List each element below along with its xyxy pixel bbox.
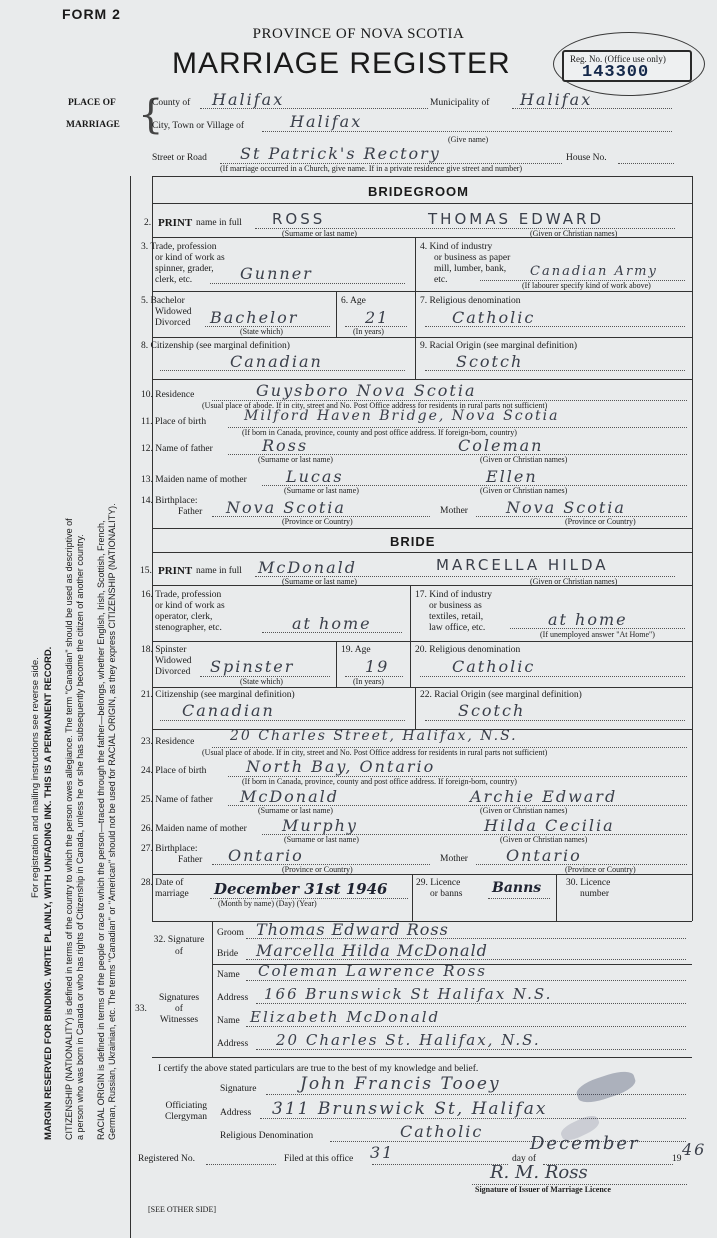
clergy-signature: John Francis Tooey <box>300 1074 501 1094</box>
groom-racial-origin: Scotch <box>456 352 524 371</box>
witness1-address: 166 Brunswick St Halifax N.S. <box>264 985 553 1003</box>
bride-state-caption: (State which) <box>240 677 283 686</box>
bride-in-years-caption: (In years) <box>353 677 384 686</box>
field-3-line2: or kind of work as <box>155 253 225 263</box>
field-4-line4: etc. <box>434 275 448 285</box>
see-other-side: [SEE OTHER SIDE] <box>148 1205 216 1214</box>
bride-racial-origin: Scotch <box>458 701 526 720</box>
field-33-line3: Witnesses <box>159 1015 199 1025</box>
mother-surname-caption: (Surname or last name) <box>284 486 359 495</box>
bride-religion: Catholic <box>452 657 536 676</box>
witness2-name: Elizabeth McDonald <box>250 1008 441 1026</box>
field-32-line1: 32. Signature <box>153 935 205 945</box>
page-title: MARRIAGE REGISTER <box>172 47 511 80</box>
field-2-print: PRINT <box>158 217 193 229</box>
field-10-label: 10. Residence <box>141 390 195 400</box>
field-12-label: 12. Name of father <box>141 444 213 454</box>
reg-number: 143300 <box>582 63 650 82</box>
field-3-line3: spinner, grader, <box>155 264 214 274</box>
field-15-label: name in full <box>196 566 242 576</box>
margin-citizenship-def-2: a person who was born in Canada or who has rights of Citizenship in Canada, unless he or she has subsequently become the citizen of another country. <box>75 534 85 1140</box>
bride-mother-given: Hilda Cecilia <box>484 816 615 835</box>
groom-surname: ROSS <box>272 210 326 228</box>
field-3-line4: clerk, etc. <box>155 275 193 285</box>
father-surname-caption: (Surname or last name) <box>258 455 333 464</box>
bride-mother-surname: Murphy <box>282 816 358 835</box>
field-17-line1: 17. Kind of industry <box>415 590 493 600</box>
witness2-address: 20 Charles St. Halifax, N.S. <box>276 1031 541 1049</box>
father-bp-caption: (Province or Country) <box>282 517 353 526</box>
groom-age: 21 <box>365 308 390 327</box>
margin-racial-def-2: German, Russian, Ukrainian, etc. The terms "Canadian" or "American" should not be used for RACIAL ORIGIN, as they express CITIZENSHIP (NATIONALITY). <box>107 503 117 1140</box>
margin-racial-def: RACIAL ORIGIN is defined in terms of the people or race to which the person—traced through the father—belongs, whether English, Irish, Scottish, French, <box>96 520 106 1140</box>
filed-month: December <box>530 1133 640 1154</box>
field-4-line1: 4. Kind of industry <box>420 242 493 252</box>
bride-father-birthplace: Ontario <box>228 846 304 865</box>
clergy-address: 311 Brunswick St, Halifax <box>272 1099 548 1119</box>
groom-sig-label: Groom <box>217 928 244 938</box>
field-30-line2: number <box>580 889 610 899</box>
field-28-line1: 28. Date of <box>141 878 184 888</box>
marriage-label: MARRIAGE <box>66 120 120 130</box>
field-16-line1: 16. Trade, profession <box>141 590 222 600</box>
reg-label: Reg. No. (Office use only) <box>570 54 666 64</box>
groom-father-surname: Ross <box>262 436 309 455</box>
field-2-number: 2. <box>144 218 152 228</box>
field-9-label: 9. Racial Origin (see marginal definition) <box>420 341 578 351</box>
house-label: House No. <box>566 153 607 163</box>
field-30-line1: 30. Licence <box>566 878 611 888</box>
field-17-line4: law office, etc. <box>429 623 486 633</box>
field-7-label: 7. Religious denomination <box>420 296 521 306</box>
officiating-line: Officiating <box>165 1101 207 1111</box>
place-of-label: PLACE OF <box>68 98 116 108</box>
bride-signature: Marcella Hilda McDonald <box>256 941 488 960</box>
field-16-line4: stenographer, etc. <box>155 623 222 633</box>
bride-sig-label: Bride <box>217 949 239 959</box>
street-value: St Patrick's Rectory <box>240 144 441 163</box>
field-18-line1: 18. Spinster <box>141 645 187 655</box>
groom-industry: Canadian Army <box>530 264 658 279</box>
unemployed-caption: (If unemployed answer "At Home") <box>540 630 655 639</box>
field-5-label <box>141 296 192 329</box>
field-29-label <box>416 878 462 900</box>
w2-name-label: Name <box>217 1016 240 1026</box>
field-4-line3: mill, lumber, bank, <box>434 264 507 274</box>
bride-status: Spinster <box>210 657 295 676</box>
bride-mother-birthplace: Ontario <box>506 846 582 865</box>
bride-surname: McDonald <box>258 558 358 577</box>
field-5-line2: Widowed <box>155 307 192 317</box>
field-14-line1: 14. Birthplace: <box>141 496 198 506</box>
bride-age: 19 <box>365 657 390 676</box>
street-caption: (If marriage occurred in a Church, give name. If in a private residence give street and number) <box>220 164 523 173</box>
field-13-label: 13. Maiden name of mother <box>141 475 247 485</box>
w1-address-label: Address <box>217 993 249 1003</box>
field-21-label: 21. Citizenship (see marginal definition) <box>141 690 295 700</box>
field-4-line2: or business as paper <box>434 253 511 263</box>
bride-industry: at home <box>548 610 628 629</box>
form-number: FORM 2 <box>62 6 121 22</box>
year-prefix: 19 <box>672 1154 682 1164</box>
city-label: City, Town or Village of <box>152 121 244 131</box>
field-27-line2: Father <box>178 855 203 865</box>
field-33-label <box>150 993 208 1026</box>
county-label: County of <box>152 98 191 108</box>
field-33-line2: of <box>175 1004 183 1014</box>
father-given-caption: (Given or Christian names) <box>480 455 568 464</box>
field-29-line2: or banns <box>430 889 463 899</box>
bride-birthplace-caption: (If born in Canada, province, county and post office address. If foreign-born, country) <box>242 777 517 786</box>
street-label: Street or Road <box>152 153 207 163</box>
field-20-label: 20. Religious denomination <box>415 645 521 655</box>
bride-father-given: Archie Edward <box>470 787 618 806</box>
industry-caption: (If labourer specify kind of work above) <box>522 281 651 290</box>
field-16-line3: operator, clerk, <box>155 612 213 622</box>
certify-statement: I certify the above stated particulars are true to the best of my knowledge and belief. <box>158 1064 479 1074</box>
field-3-line1: 3. Trade, profession <box>141 242 217 252</box>
field-15-print: PRINT <box>158 565 193 577</box>
province-heading: PROVINCE OF NOVA SCOTIA <box>252 26 465 42</box>
bride-mother-label: Mother <box>440 854 468 864</box>
field-16-line2: or kind of work as <box>155 601 225 611</box>
day-of-label: day of <box>512 1154 537 1164</box>
municipality-label: Municipality of <box>430 98 490 108</box>
witness1-name: Coleman Lawrence Ross <box>258 962 487 980</box>
field-25-label: 25. Name of father <box>141 795 213 805</box>
groom-religion: Catholic <box>452 308 536 327</box>
groom-father-birthplace: Nova Scotia <box>226 498 346 517</box>
groom-given-names: THOMAS EDWARD <box>428 210 605 228</box>
field-28-label <box>141 878 189 900</box>
margin-citizenship-def: CITIZENSHIP (NATIONALITY) is defined in terms of the country to which the person owes allegiance. The term "Canadian" should be used as descriptive of <box>64 518 74 1140</box>
margin-binding-note: MARGIN RESERVED FOR BINDING. WRITE PLAINLY, WITH UNFADING INK. THIS IS A PERMANENT RECORD. <box>43 646 54 1140</box>
field-32-line2: of <box>175 947 183 957</box>
field-5-line1: 5. Bachelor <box>141 296 185 306</box>
groom-mother-given: Ellen <box>486 467 538 486</box>
field-2-label: name in full <box>196 218 242 228</box>
field-32-label <box>150 934 208 958</box>
officiating-clergyman-label <box>157 1101 207 1123</box>
field-33-number: 33. <box>135 1004 147 1014</box>
bride-given-names: MARCELLA HILDA <box>436 556 609 574</box>
ink-smudge <box>574 1067 638 1106</box>
field-18-label <box>141 645 192 678</box>
state-which-caption: (State which) <box>240 327 283 336</box>
mother-given-caption: (Given or Christian names) <box>480 486 568 495</box>
marriage-date: December 31st 1946 <box>214 880 388 898</box>
groom-citizenship: Canadian <box>230 352 323 371</box>
field-3-label <box>141 242 225 286</box>
banns-value: Banns <box>492 880 542 896</box>
bride-heading: BRIDE <box>390 534 436 549</box>
field-24-label: 24. Place of birth <box>141 766 207 776</box>
field-11-label: 11. Place of birth <box>141 417 207 427</box>
field-16-label <box>141 590 225 634</box>
bride-mother-given-caption: (Given or Christian names) <box>500 835 588 844</box>
field-17-label <box>415 590 492 634</box>
field-19-label: 19. Age <box>341 645 371 655</box>
field-23-label: 23. Residence <box>141 737 195 747</box>
bride-trade: at home <box>292 614 372 633</box>
field-14-line2: Father <box>178 507 203 517</box>
groom-mother-surname: Lucas <box>286 467 344 486</box>
field-18-line3: Divorced <box>155 667 191 677</box>
field-17-line2: or business as <box>429 601 482 611</box>
bride-mother-surname-caption: (Surname or last name) <box>284 835 359 844</box>
margin-instructions: For registration and mailing instructions see reverse side. <box>30 657 41 898</box>
field-18-line2: Widowed <box>155 656 192 666</box>
county-value: Halifax <box>212 90 285 109</box>
residence-caption: (Usual place of abode. If in city, street and No. Post Office address for residents in rural parts not sufficient) <box>202 401 548 410</box>
bridegroom-heading: BRIDEGROOM <box>368 184 469 199</box>
give-name-caption: (Give name) <box>448 135 489 144</box>
field-33-line1: Signatures <box>158 993 200 1003</box>
in-years-caption: (In years) <box>353 327 384 336</box>
groom-birthplace: Milford Haven Bridge, Nova Scotia <box>244 408 560 424</box>
reg-number-box <box>562 50 692 82</box>
groom-trade: Gunner <box>240 264 313 283</box>
clergy-address-label: Address <box>220 1108 252 1118</box>
date-caption: (Month by name) (Day) (Year) <box>218 899 317 908</box>
mother-bp-caption: (Province or Country) <box>565 517 636 526</box>
bride-residence: 20 Charles Street, Halifax, N.S. <box>230 728 518 744</box>
field-26-label: 26. Maiden name of mother <box>141 824 247 834</box>
field-28-line2: marriage <box>155 889 189 899</box>
w1-name-label: Name <box>217 970 240 980</box>
clergy-religion: Catholic <box>400 1122 484 1141</box>
surname-caption: (Surname or last name) <box>282 229 357 238</box>
issuer-caption: Signature of Issuer of Marriage Licence <box>475 1185 611 1194</box>
field-15-number: 15. <box>140 566 152 576</box>
bride-given-caption: (Given or Christian names) <box>530 577 618 586</box>
groom-residence: Guysboro Nova Scotia <box>256 381 477 400</box>
bride-citizenship: Canadian <box>182 701 275 720</box>
groom-mother-birthplace: Nova Scotia <box>506 498 626 517</box>
field-17-line3: textiles, retail, <box>429 612 484 622</box>
issuer-signature-mark: R. M. Ross <box>490 1162 588 1183</box>
filed-day: 31 <box>370 1143 395 1162</box>
groom-status: Bachelor <box>210 308 299 327</box>
field-5-line3: Divorced <box>155 318 191 328</box>
field-30-label <box>566 878 610 900</box>
w2-address-label: Address <box>217 1039 249 1049</box>
municipality-value: Halifax <box>520 90 593 109</box>
field-27-line1: 27. Birthplace: <box>141 844 198 854</box>
clergyman-line: Clergyman <box>164 1112 207 1122</box>
field-8-label: 8. Citizenship (see marginal definition) <box>141 341 290 351</box>
registered-no-label: Registered No. <box>138 1154 195 1164</box>
bride-father-bp-caption: (Province or Country) <box>282 865 353 874</box>
clergy-religion-label: Religious Denomination <box>220 1131 314 1141</box>
bride-birthplace: North Bay, Ontario <box>246 757 436 776</box>
clergy-sig-label: Signature <box>220 1084 257 1094</box>
city-value: Halifax <box>290 112 363 131</box>
bride-residence-caption: (Usual place of abode. If in city, street and No. Post Office address for residents in rural parts not sufficient) <box>202 748 548 757</box>
given-caption: (Given or Christian names) <box>530 229 618 238</box>
groom-signature: Thomas Edward Ross <box>256 920 449 939</box>
place-brace: { <box>138 92 164 138</box>
birthplace-caption: (If born in Canada, province, county and post office address. If foreign-born, country) <box>242 428 517 437</box>
field-27-label <box>141 844 202 866</box>
bride-surname-caption: (Surname or last name) <box>282 577 357 586</box>
groom-father-given: Coleman <box>458 436 544 455</box>
bride-mother-bp-caption: (Province or Country) <box>565 865 636 874</box>
filed-year: 46 <box>682 1140 707 1159</box>
field-14-label <box>141 496 202 518</box>
bride-father-given-caption: (Given or Christian names) <box>480 806 568 815</box>
bride-father-surname: McDonald <box>240 787 340 806</box>
field-6-label: 6. Age <box>341 296 366 306</box>
filed-label: Filed at this office <box>284 1154 354 1164</box>
field-29-line1: 29. Licence <box>416 878 461 888</box>
bride-father-surname-caption: (Surname or last name) <box>258 806 333 815</box>
field-22-label: 22. Racial Origin (see marginal definition) <box>420 690 582 700</box>
mother-label: Mother <box>440 506 468 516</box>
